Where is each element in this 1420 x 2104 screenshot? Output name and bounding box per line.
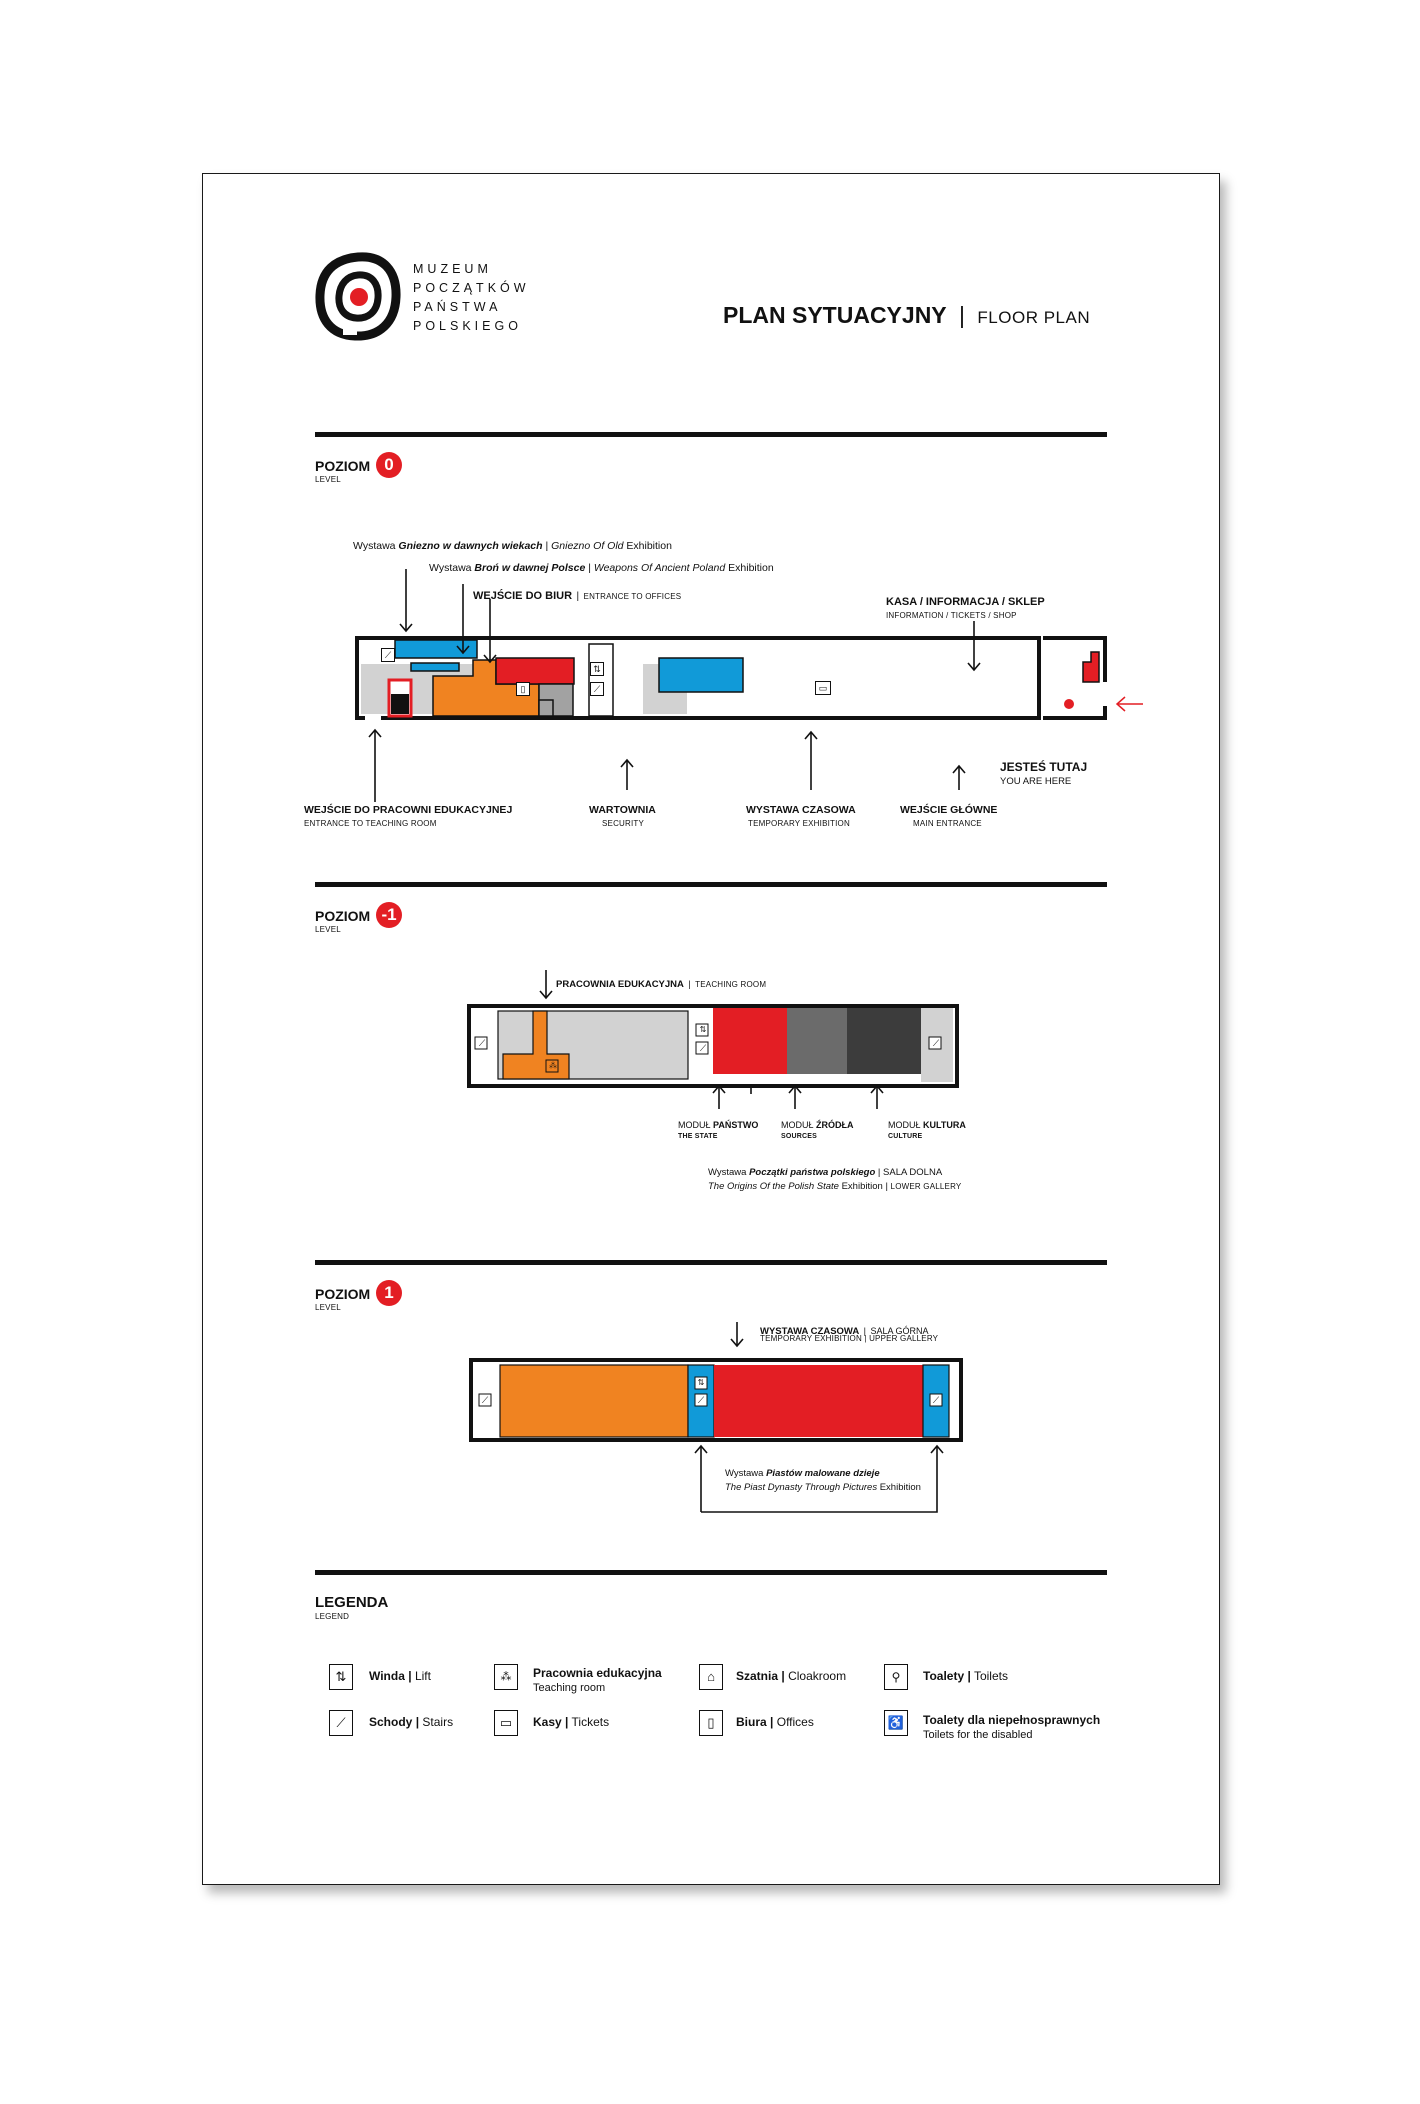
piast-line1: Wystawa Piastów malowane dzieje — [725, 1468, 880, 1479]
stairs-icon: ⟋ — [697, 1395, 705, 1405]
temporary-sub: TEMPORARY EXHIBITION — [748, 819, 850, 828]
kasa-label: KASA / INFORMACJA / SKLEP — [886, 596, 1045, 608]
lift-icon: ⇅ — [590, 662, 604, 676]
stairs-icon: ⟋ — [481, 1395, 489, 1405]
lift-icon: ⇅ — [699, 1025, 707, 1034]
temporary-label: WYSTAWA CZASOWA — [746, 804, 856, 816]
stairs-icon: ⟋ — [381, 648, 395, 662]
logo-line-3: PAŃSTWA — [413, 300, 502, 314]
exhibit-bron-label: Wystawa Broń w dawnej Polsce | Weapons Of Ancient Poland Exhibition — [429, 562, 774, 574]
stairs-icon: ⟋ — [478, 1038, 486, 1048]
lower-gallery-line2: The Origins Of the Polish State Exhibition | LOWER GALLERY — [708, 1181, 962, 1192]
cloakroom-icon: ⌂ — [699, 1664, 723, 1690]
legend-lift: Winda | Lift — [369, 1669, 431, 1683]
legend-tickets: Kasy | Tickets — [533, 1715, 610, 1729]
title-en: FLOOR PLAN — [977, 308, 1091, 327]
level1-divider — [315, 1260, 1107, 1265]
legend-sub: LEGEND — [315, 1612, 350, 1621]
lift-icon: ⇅ — [329, 1664, 353, 1690]
level1-floor-plan — [203, 1314, 1219, 1694]
kasa-sub: INFORMATION / TICKETS / SHOP — [886, 611, 1017, 620]
security-sub: SECURITY — [602, 819, 645, 828]
lift-icon: ⇅ — [697, 1378, 705, 1387]
stairs-icon: ⟋ — [699, 1043, 707, 1053]
level1-title: POZIOM — [315, 1286, 371, 1302]
main-entrance-label: WEJŚCIE GŁÓWNE — [900, 804, 998, 816]
module-panstwo-sub: THE STATE — [678, 1133, 718, 1140]
title-separator: | — [959, 302, 966, 328]
teaching-room-label: PRACOWNIA EDUKACYJNA | TEACHING ROOM — [556, 979, 767, 990]
level0-sub: LEVEL — [315, 475, 341, 484]
upper-gallery-label: WYSTAWA CZASOWA | SALA GÓRNA — [760, 1326, 929, 1337]
logo-line-2: POCZĄTKÓW — [413, 281, 530, 295]
disabled-toilet-icon: ♿ — [884, 1710, 908, 1736]
floor-plan-poster — [202, 173, 1220, 1885]
legend-cloakroom: Szatnia | Cloakroom — [736, 1669, 847, 1683]
legend-title: LEGENDA — [315, 1594, 389, 1611]
module-kultura-label: MODUŁ KULTURA — [888, 1120, 966, 1130]
teaching-room-icon: ⁂ — [549, 1061, 557, 1070]
level1-number: 1 — [376, 1280, 402, 1306]
stairs-icon: ⟋ — [932, 1395, 940, 1405]
level-minus1-arrows — [203, 174, 1219, 1134]
module-panstwo-label: MODUŁ PAŃSTWO — [678, 1120, 759, 1130]
title-pl: PLAN SYTUACYJNY — [723, 302, 947, 328]
you-are-here-label: JESTEŚ TUTAJ — [1000, 760, 1088, 774]
legend-disabled-toilet: Toalety dla niepełnosprawnych — [923, 1713, 1101, 1727]
main-entrance-sub: MAIN ENTRANCE — [913, 819, 982, 828]
exhibit-gniezno-label: Wystawa Gniezno w dawnych wiekach | Gniezno Of Old Exhibition — [353, 540, 672, 552]
logo-line-1: MUZEUM — [413, 262, 492, 276]
you-are-here-sub: YOU ARE HERE — [1000, 776, 1072, 787]
toilets-icon: ⚲ — [884, 1664, 908, 1690]
legend-toilets: Toalety | Toilets — [923, 1669, 1008, 1683]
stairs-icon: ⟋ — [590, 682, 604, 696]
legend-offices: Biura | Offices — [736, 1715, 814, 1729]
module-kultura-sub: CULTURE — [888, 1133, 923, 1140]
level-minus1-sub: LEVEL — [315, 925, 341, 934]
security-label: WARTOWNIA — [589, 804, 656, 816]
level0-title: POZIOM — [315, 458, 371, 474]
module-zrodla-label: MODUŁ ŹRÓDŁA — [781, 1120, 854, 1130]
offices-icon: ▯ — [516, 682, 530, 696]
upper-gallery-sub: TEMPORARY EXHIBITION | UPPER GALLERY — [760, 1334, 939, 1343]
legend-stairs: Schody | Stairs — [369, 1715, 454, 1729]
tickets-icon: ▭ — [815, 681, 831, 695]
offices-entrance-label: WEJŚCIE DO BIUR | ENTRANCE TO OFFICES — [473, 590, 682, 602]
stairs-icon: ⟋ — [932, 1038, 940, 1048]
level0-number: 0 — [376, 452, 402, 478]
teaching-entrance-sub: ENTRANCE TO TEACHING ROOM — [304, 819, 437, 828]
level-minus1-title: POZIOM — [315, 908, 371, 924]
level1-sub: LEVEL — [315, 1303, 341, 1312]
logo-line-4: POLSKIEGO — [413, 319, 522, 333]
legend-divider — [315, 1570, 1107, 1575]
lower-gallery-line1: Wystawa Początki państwa polskiego | SALA DOLNA — [708, 1167, 943, 1178]
level-minus1-number: -1 — [376, 902, 402, 928]
module-zrodla-sub: SOURCES — [781, 1133, 818, 1140]
cloakroom-icon: ⌂ — [575, 664, 583, 675]
offices-icon: ▯ — [699, 1710, 723, 1736]
teaching-entrance-label: WEJŚCIE DO PRACOWNI EDUKACYJNEJ — [304, 804, 513, 816]
legend-teaching-room: Pracownia edukacyjna — [533, 1666, 662, 1680]
stairs-icon: ⟋ — [329, 1710, 353, 1736]
legend-disabled-toilet-sub: Toilets for the disabled — [923, 1729, 1033, 1741]
piast-line2: The Piast Dynasty Through Pictures Exhibition — [725, 1482, 921, 1493]
teaching-room-icon: ⁂ — [494, 1664, 518, 1690]
tickets-icon: ▭ — [494, 1710, 518, 1736]
legend-teaching-room-sub: Teaching room — [533, 1682, 606, 1694]
